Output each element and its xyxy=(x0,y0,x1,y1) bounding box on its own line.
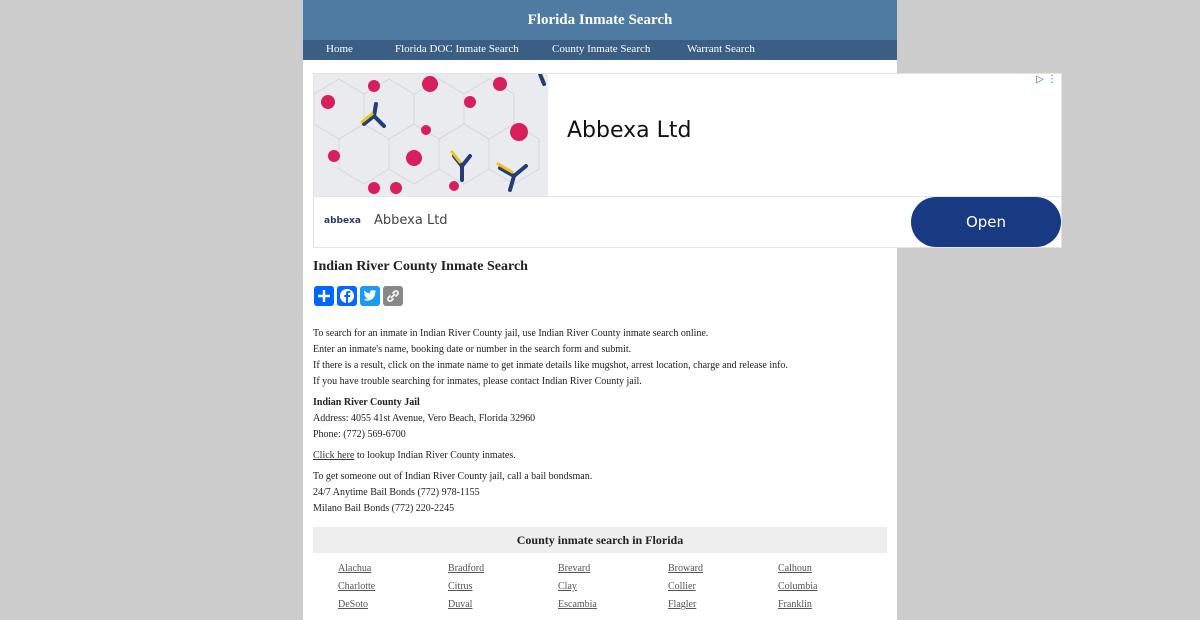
ad-image[interactable] xyxy=(314,74,548,196)
lookup-link[interactable]: Click here xyxy=(313,450,355,461)
ad-footer xyxy=(314,196,1061,248)
jail-phone: Phone: (772) 569-6700 xyxy=(313,429,406,440)
copy-link-icon[interactable] xyxy=(383,286,403,306)
nav-florida-doc[interactable]: Florida DOC Inmate Search xyxy=(395,43,519,55)
county-link[interactable]: Collier xyxy=(668,581,696,592)
county-heading-text: County inmate search in Florida xyxy=(516,532,684,547)
bail-intro: To get someone out of Indian River County jail, call a bail bondsman. xyxy=(313,471,593,482)
twitter-icon[interactable] xyxy=(360,286,380,306)
page-title: Indian River County Inmate Search xyxy=(313,259,528,274)
page-container xyxy=(303,0,1057,620)
jail-name: Indian River County Jail xyxy=(313,397,420,408)
county-link[interactable]: Charlotte xyxy=(338,581,376,592)
ad-advertiser-name[interactable]: Abbexa Ltd xyxy=(374,213,448,228)
ad-banner[interactable] xyxy=(313,73,1062,248)
county-section-heading xyxy=(313,527,887,553)
county-link[interactable]: Duval xyxy=(448,599,473,610)
nav-county-search[interactable]: County Inmate Search xyxy=(552,43,651,55)
intro-line: If you have trouble searching for inmates, please contact Indian River County jail. xyxy=(313,376,642,387)
county-link[interactable]: Flagler xyxy=(668,599,697,610)
county-link[interactable]: Alachua xyxy=(338,563,372,574)
site-title: Florida Inmate Search xyxy=(527,11,673,28)
bail-bondsman: 24/7 Anytime Bail Bonds (772) 978-1155 xyxy=(313,487,480,498)
ad-open-button[interactable]: Open xyxy=(911,197,1061,247)
county-link[interactable]: Calhoun xyxy=(778,563,812,574)
site-header xyxy=(303,0,897,40)
bail-bondsman: Milano Bail Bonds (772) 220-2245 xyxy=(313,503,455,514)
intro-line: Enter an inmate's name, booking date or number in the search form and submit. xyxy=(313,344,632,355)
share-plus-icon[interactable] xyxy=(314,286,334,306)
article-body xyxy=(313,326,889,517)
nav-warrant-search[interactable]: Warrant Search xyxy=(687,43,755,55)
nav-home[interactable]: Home xyxy=(326,43,353,55)
county-link[interactable]: DeSoto xyxy=(338,599,368,610)
county-link[interactable]: Escambia xyxy=(558,599,597,610)
county-link[interactable]: Clay xyxy=(558,581,577,592)
lookup-text: to lookup Indian River County inmates. xyxy=(354,450,516,461)
county-link[interactable]: Franklin xyxy=(778,599,812,610)
top-nav xyxy=(303,40,897,60)
county-link[interactable]: Citrus xyxy=(448,581,473,592)
jail-address: Address: 4055 41st Avenue, Vero Beach, Florida 32960 xyxy=(313,413,536,424)
share-buttons xyxy=(314,286,403,306)
county-link[interactable]: Broward xyxy=(668,563,703,574)
county-link[interactable]: Columbia xyxy=(778,581,818,592)
facebook-icon[interactable] xyxy=(337,286,357,306)
intro-line: To search for an inmate in Indian River County jail, use Indian River County inmate search online. xyxy=(313,328,709,339)
county-link[interactable]: Bradford xyxy=(448,563,485,574)
ad-headline[interactable]: Abbexa Ltd xyxy=(567,118,692,143)
intro-line: If there is a result, click on the inmate name to get inmate details like mugshot, arrest location, charge and release info. xyxy=(313,360,788,371)
adchoices-icon[interactable]: ▷ ⋮ xyxy=(1036,74,1057,85)
county-link[interactable]: Brevard xyxy=(558,563,591,574)
advertiser-logo: abbexa xyxy=(324,216,361,226)
